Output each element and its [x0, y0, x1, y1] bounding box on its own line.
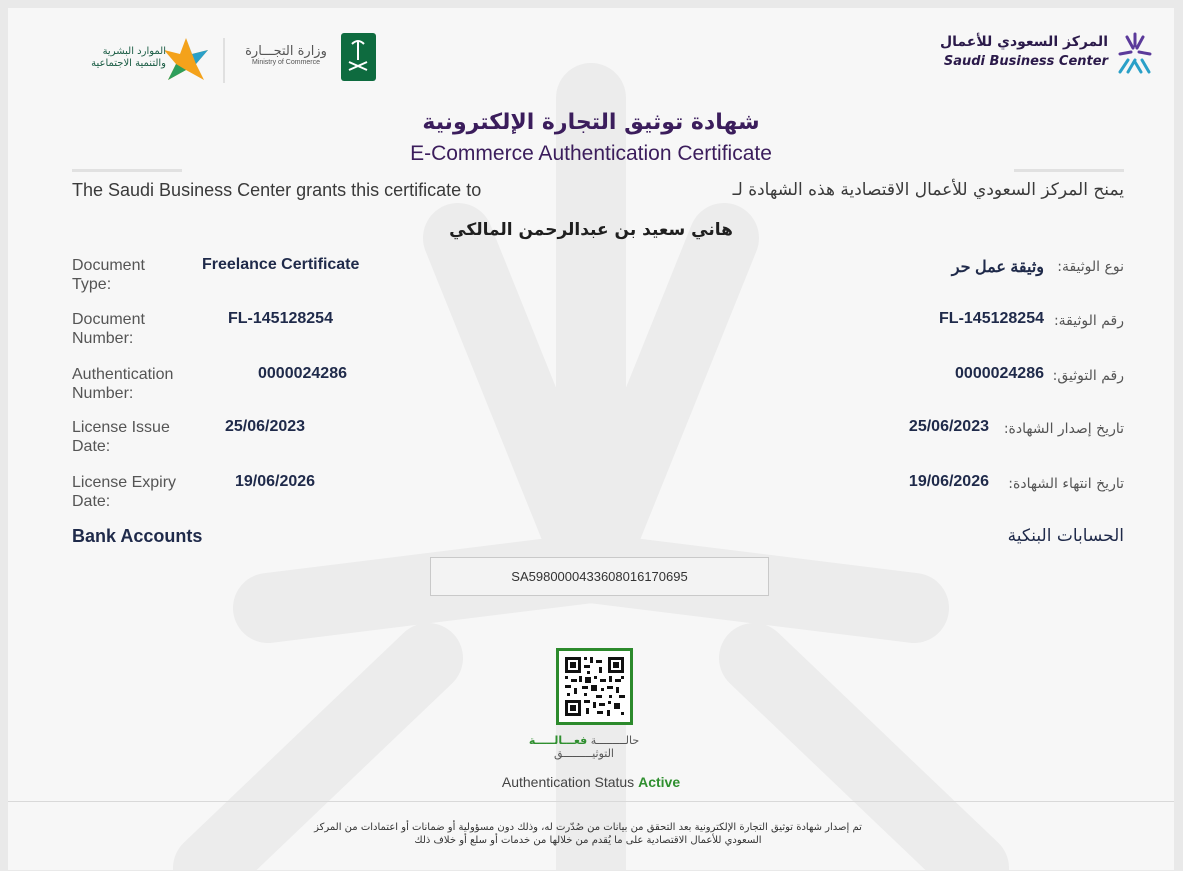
- hr-ministry-name: [56, 46, 166, 70]
- document-number-value-ar: FL-145128254: [939, 310, 1044, 327]
- bank-accounts-title-en: Bank Accounts: [72, 526, 203, 546]
- moc-name-ar: وزارة التجـــارة: [245, 44, 327, 59]
- qr-code[interactable]: [556, 648, 633, 725]
- expiry-date-value-en: 19/06/2026: [235, 473, 316, 490]
- sbc-logo-icon: [1114, 32, 1156, 76]
- document-type-label-ar: نوع الوثيقة:: [1057, 259, 1124, 275]
- authentication-number-label-ar: رقم التوثيق:: [1052, 368, 1124, 384]
- certificate-page: [8, 8, 1174, 870]
- status-value-ar: فعـــالـــــة: [528, 734, 588, 747]
- document-type-value-ar: وثيقة عمل حر: [951, 259, 1044, 276]
- sbc-logo: [926, 30, 1156, 90]
- issue-date-label-en: License Issue Date:: [72, 419, 170, 455]
- footer-line-2: السعودي للأعمال الاقتصادية على ما يُقدم من خلالها من خدمات أو سلع أو خلاف ذلك: [414, 835, 762, 846]
- holder-name: هاني سعيد بن عبدالرحمن المالكي: [449, 220, 733, 240]
- status-label-en: Authentication Status: [501, 774, 635, 790]
- sbc-name-ar: المركز السعودي للأعمال: [940, 34, 1108, 50]
- status-label-ar: حالـــــــــة: [590, 734, 640, 747]
- divider-right: [1014, 169, 1124, 172]
- footer-disclaimer: [288, 821, 888, 847]
- certificate-title-ar: شهادة توثيق التجارة الإلكترونية: [422, 110, 760, 135]
- government-logos: [56, 28, 396, 98]
- status-value-en: Active: [638, 774, 681, 790]
- authentication-number-value-en: 0000024286: [258, 365, 347, 382]
- document-type-label-en: Document Type:: [72, 257, 145, 293]
- grants-statement-en: The Saudi Business Center grants this certificate to: [72, 180, 482, 200]
- divider-left: [72, 169, 182, 172]
- moc-name-en: Ministry of Commerce: [251, 59, 321, 66]
- sbc-name-en: Saudi Business Center: [943, 54, 1108, 69]
- qr-code-icon: [559, 651, 630, 722]
- grants-statement-ar: يمنح المركز السعودي للأعمال الاقتصادية هذه الشهادة لـ: [732, 180, 1124, 200]
- authentication-number-value-ar: 0000024286: [955, 365, 1044, 382]
- footer-line-1: تم إصدار شهادة توثيق التجارة الإلكترونية بعد التحقق من بيانات من صُدّرت له، وذلك دون مسؤولية أو ضمانات أو اعتمادات من المركز: [314, 822, 862, 833]
- hr-name-line2: والتنمية الاجتماعية: [91, 58, 166, 69]
- issue-date-label-ar: تاريخ إصدار الشهادة:: [1003, 421, 1124, 437]
- footer-divider: [8, 801, 1174, 802]
- iban-box: [430, 557, 769, 596]
- expiry-date-label-ar: تاريخ انتهاء الشهادة:: [1008, 476, 1124, 492]
- document-number-value-en: FL-145128254: [228, 310, 333, 327]
- authentication-number-label-en: Authentication Number:: [72, 366, 174, 402]
- document-number-label-en: Document Number:: [72, 311, 145, 347]
- expiry-date-label-en: License Expiry Date:: [72, 474, 177, 510]
- expiry-date-value-ar: 19/06/2026: [908, 473, 989, 490]
- status-en: [8, 774, 1174, 790]
- moc-name: [236, 44, 336, 66]
- bank-accounts-title-ar: الحسابات البنكية: [1007, 526, 1124, 546]
- status-ar: [494, 734, 674, 760]
- document-type-value-en: Freelance Certificate: [202, 256, 360, 273]
- issue-date-value-en: 25/06/2023: [225, 418, 306, 435]
- hr-name-line1: الموارد البشرية: [102, 46, 166, 57]
- iban-value: SA5980000433608016170695: [511, 569, 688, 584]
- issue-date-value-ar: 25/06/2023: [908, 418, 989, 435]
- certificate-title-en: E-Commerce Authentication Certificate: [410, 142, 772, 165]
- document-number-label-ar: رقم الوثيقة:: [1053, 313, 1124, 329]
- status-label-ar-2: التوثيـــــــــق: [554, 747, 614, 760]
